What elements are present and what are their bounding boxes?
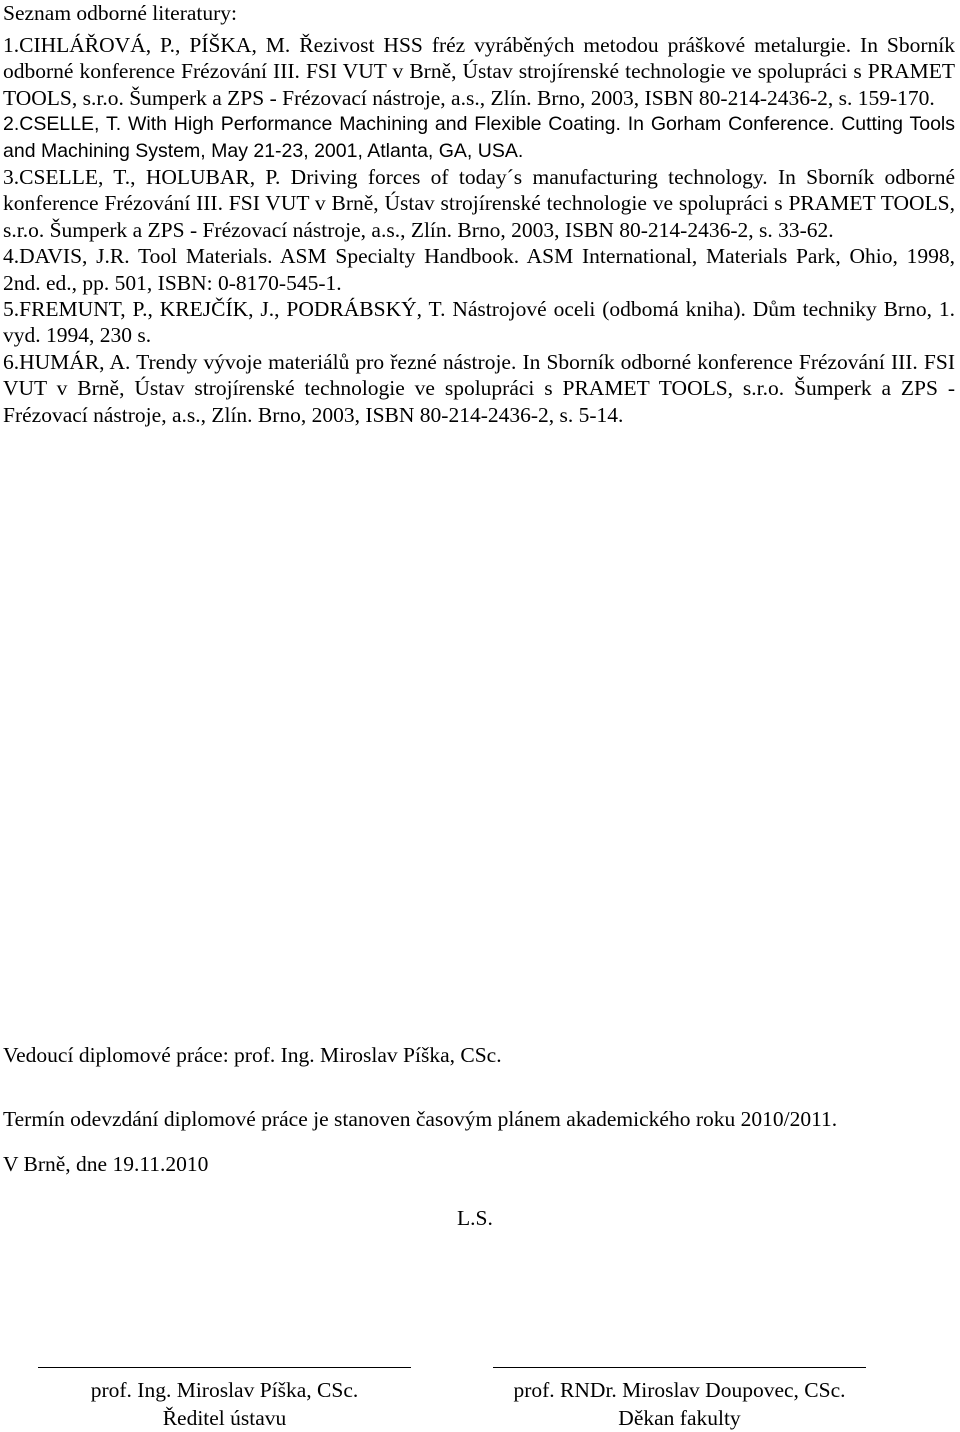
deadline-line: Termín odevzdání diplomové práce je stanoven časovým plánem akademického roku 2010/2011.: [3, 1107, 838, 1131]
reference-text: CSELLE, T., HOLUBAR, P. Driving forces of today´s manufacturing technology. In Sborník odborné konference Frézování III. FSI VUT v Brně, Ústav strojírenské technologie ve spolupráci s PRAMET TOOLS, s.r.o. Šumperk a ZPS - Frézovací nástroje, a.s., Zlín. Brno, 2003, ISBN 80-214-2436-2, s. 33-62.: [3, 165, 955, 242]
reference-item: [3, 164, 955, 243]
signatory-role: Děkan fakulty: [618, 1406, 741, 1430]
reference-item: [3, 111, 955, 164]
signatory-name: prof. RNDr. Miroslav Doupovec, CSc.: [513, 1378, 846, 1402]
reference-text: CSELLE, T. With High Performance Machining and Flexible Coating. In Gorham Conference. Cutting Tools and Machining System, May 21-23, 2001, Atlanta, GA, USA.: [3, 113, 955, 162]
reference-list: [3, 32, 955, 428]
reference-item: [3, 32, 955, 111]
reference-text: DAVIS, J.R. Tool Materials. ASM Specialty Handbook. ASM International, Materials Park, Ohio, 1998, 2nd. ed., pp. 501, ISBN: 0-8170-545-1.: [3, 244, 955, 295]
signature-block-dean: [493, 1376, 866, 1432]
reference-number: 1.: [3, 33, 20, 57]
reference-text: FREMUNT, P., KREJČÍK, J., PODRÁBSKÝ, T. Nástrojové oceli (odbomá kniha). Dům techniky Brno, 1. vyd. 1994, 230 s.: [3, 297, 955, 348]
reference-number: 2.: [3, 113, 20, 136]
signature-line-right: [493, 1367, 866, 1368]
seal-mark: L.S.: [457, 1206, 493, 1230]
reference-text: HUMÁR, A. Trendy vývoje materiálů pro řezné nástroje. In Sborník odborné konference Frézování III. FSI VUT v Brně, Ústav strojírenské technologie ve spolupráci s PRAMET TOOLS, s.r.o. Šumperk a ZPS - Frézovací nástroje, a.s., Zlín. Brno, 2003, ISBN 80-214-2436-2, s. 5-14.: [3, 349, 955, 427]
bibliography-heading: Seznam odborné literatury:: [3, 1, 238, 25]
place-date-line: V Brně, dne 19.11.2010: [3, 1152, 209, 1176]
reference-item: [3, 243, 955, 296]
reference-item: [3, 349, 955, 428]
signature-block-director: [38, 1376, 411, 1432]
reference-number: 5.: [3, 297, 20, 322]
signature-line-left: [38, 1367, 411, 1368]
supervisor-line: Vedoucí diplomové práce: prof. Ing. Miroslav Píška, CSc.: [3, 1043, 502, 1067]
reference-item: [3, 296, 955, 349]
signatory-role: Ředitel ústavu: [162, 1406, 287, 1430]
reference-number: 4.: [3, 244, 20, 269]
reference-number: 6.: [3, 349, 20, 374]
signatory-name: prof. Ing. Miroslav Píška, CSc.: [90, 1378, 359, 1402]
reference-text: CIHLÁŘOVÁ, P., PÍŠKA, M. Řezivost HSS fréz vyráběných metodou práškové metalurgie. In Sborník odborné konference Frézování III. FSI VUT v Brně, Ústav strojírenské technologie ve spolupráci s PRAMET TOOLS, s.r.o. Šumperk a ZPS - Frézovací nástroje, a.s., Zlín. Brno, 2003, ISBN 80-214-2436-2, s. 159-170.: [3, 33, 955, 110]
reference-number: 3.: [3, 165, 20, 190]
